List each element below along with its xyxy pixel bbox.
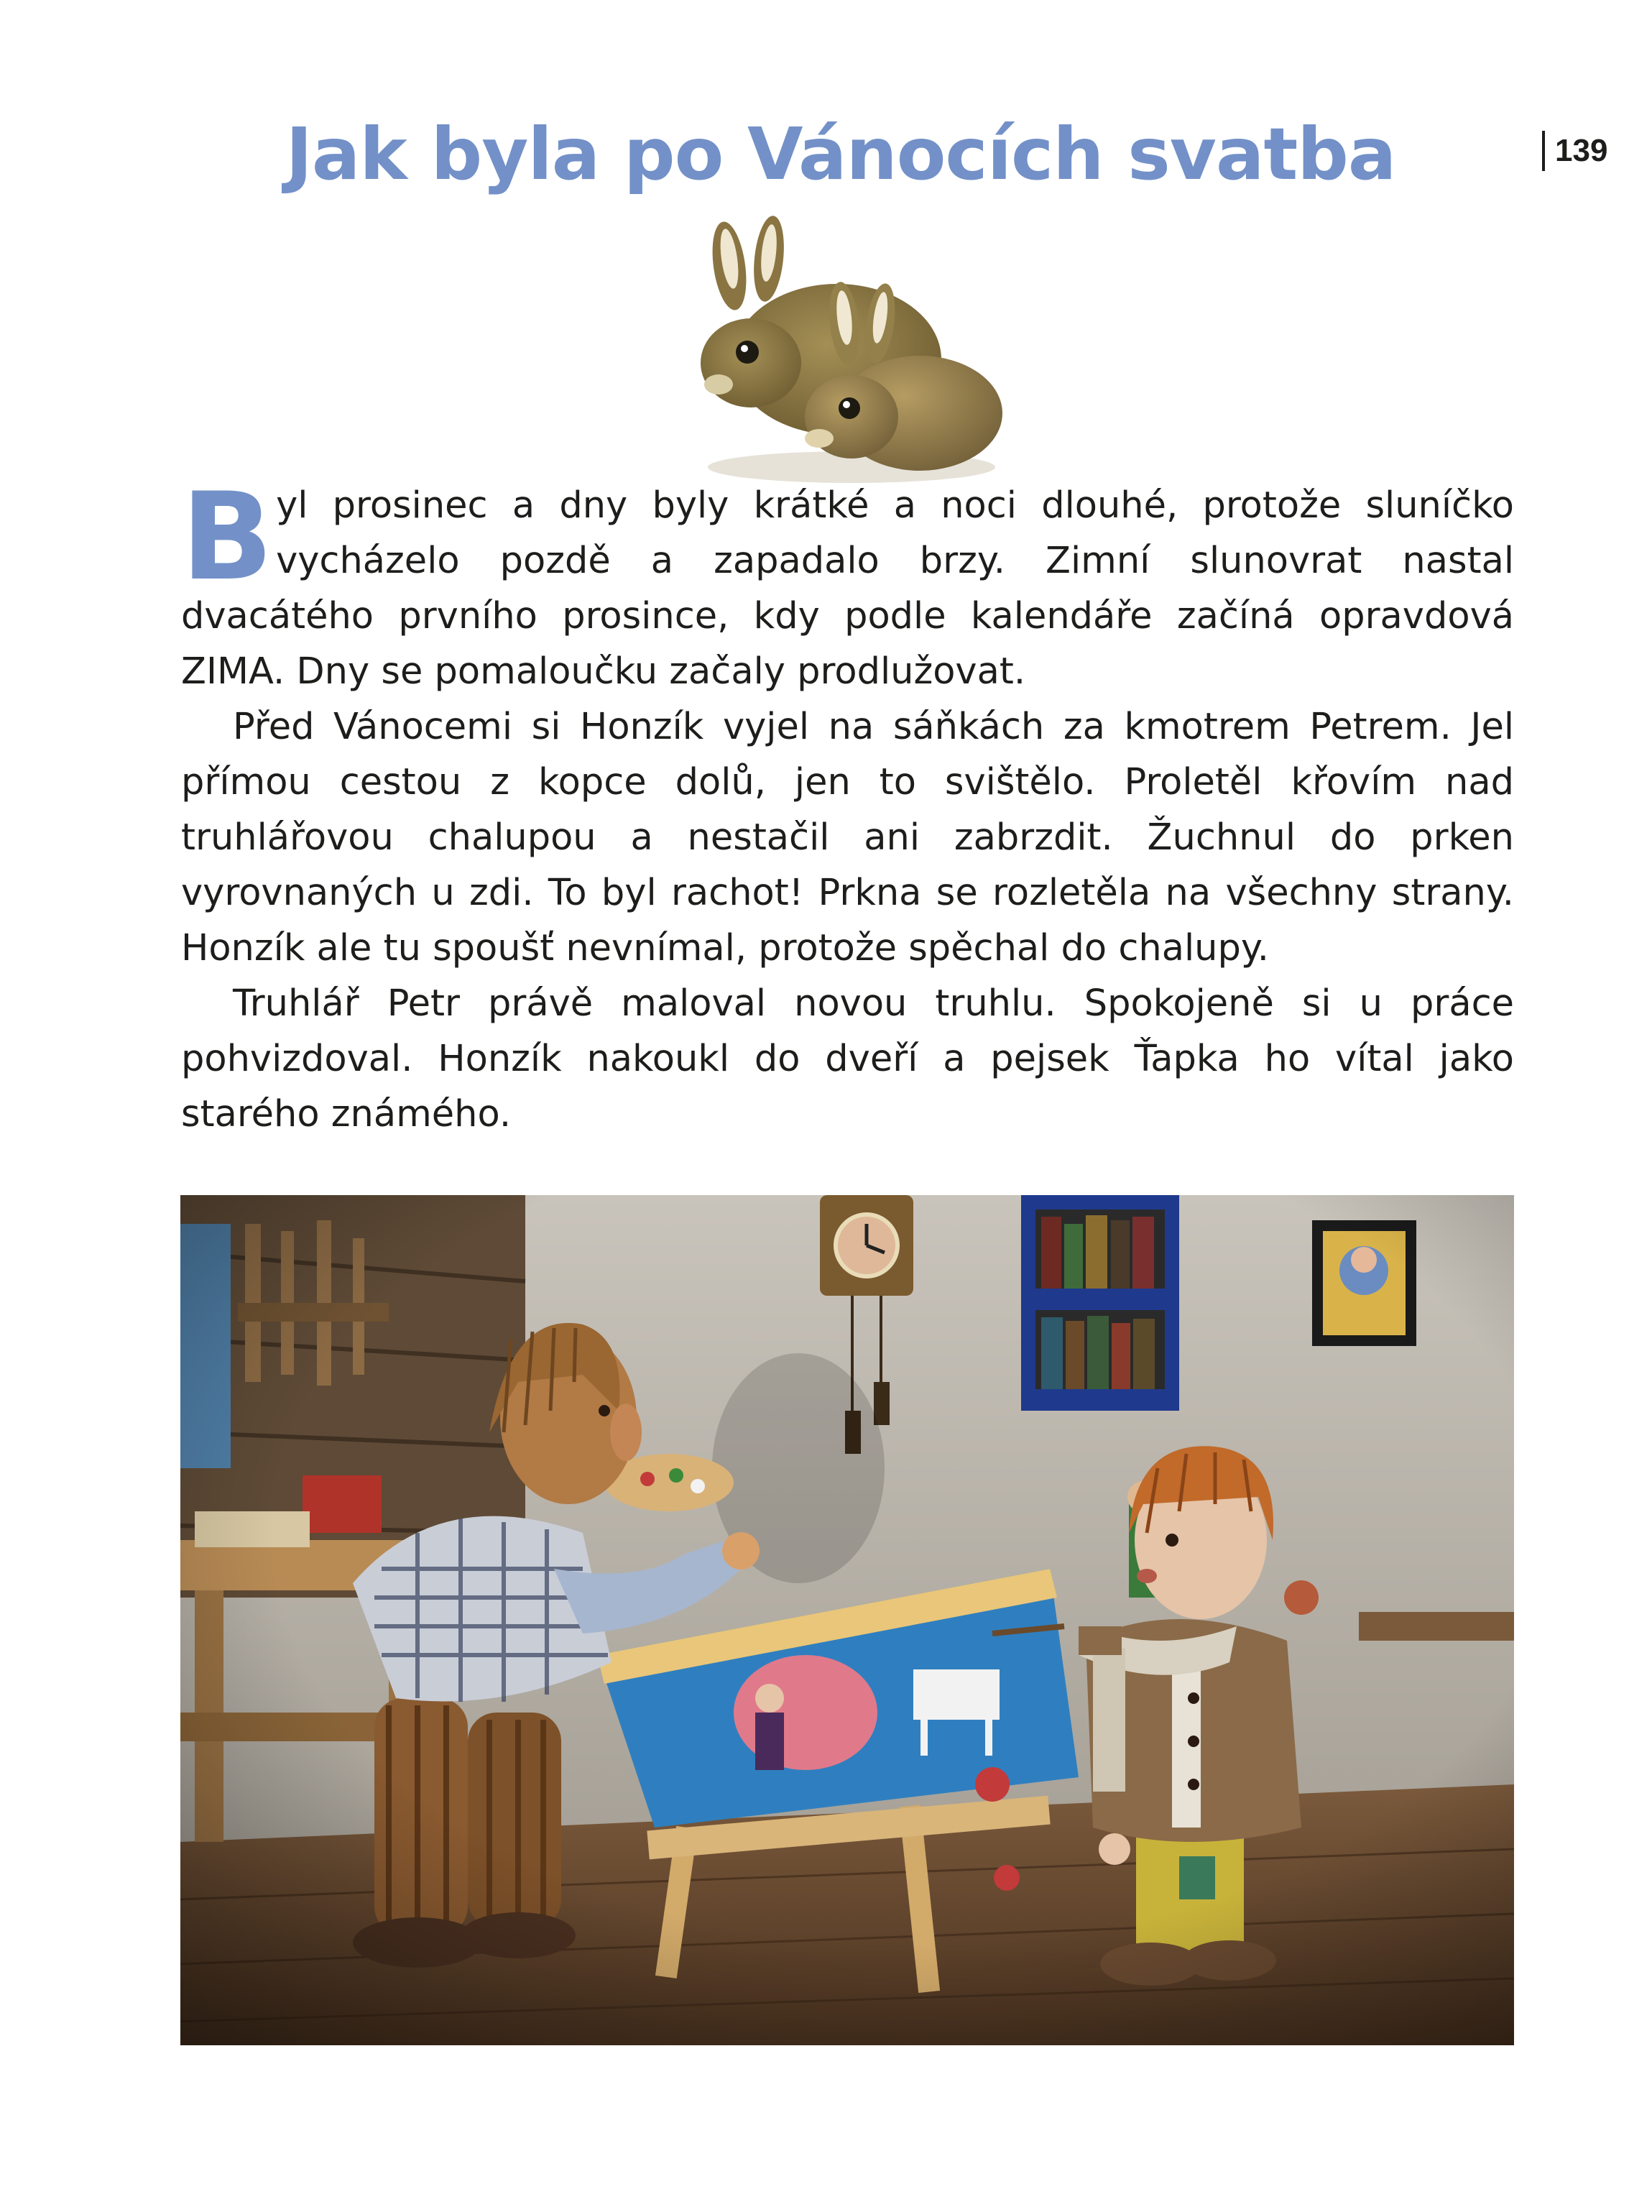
workshop-scene-photo [180, 1195, 1514, 2045]
paragraph-1-text: yl prosinec a dny byly krátké a noci dlouhé, protože sluníčko vycházelo pozdě a zapadalo brzy. Zimní slunovrat nastal dvacátého prvního prosince, kdy podle kalendáře začíná opravdová ZIMA. Dny se pomaloučku začaly prodlužovat. [181, 484, 1514, 693]
drop-cap: B [181, 466, 274, 607]
paragraph-2: Před Vánocemi si Honzík vyjel na sáňkách za kmotrem Petrem. Jel přímou cestou z kopce dolů, jen to svištělo. Proletěl křovím nad truhlářovou chalupou a nestačil ani zabrzdit. Žuchnul do prken vyrovnaných u zdi. To byl rachot! Prkna se rozletěla na všechny strany. Honzík ale tu spoušť nevnímal, protože spěchal do chalupy. [181, 706, 1514, 969]
paragraph-3: Truhlář Petr právě maloval novou truhlu. Spokojeně si u práce pohvizdoval. Honzík nakoukl do dveří a pejsek Ťapka ho vítal jako starého známého. [181, 982, 1514, 1135]
paragraph-1 [181, 466, 1514, 699]
rabbits-illustration [690, 216, 1013, 492]
article-text [181, 466, 1514, 1142]
page-number: 139 [1542, 131, 1607, 171]
chapter-title: Jak byla po Vánocích svatba [285, 112, 1396, 196]
